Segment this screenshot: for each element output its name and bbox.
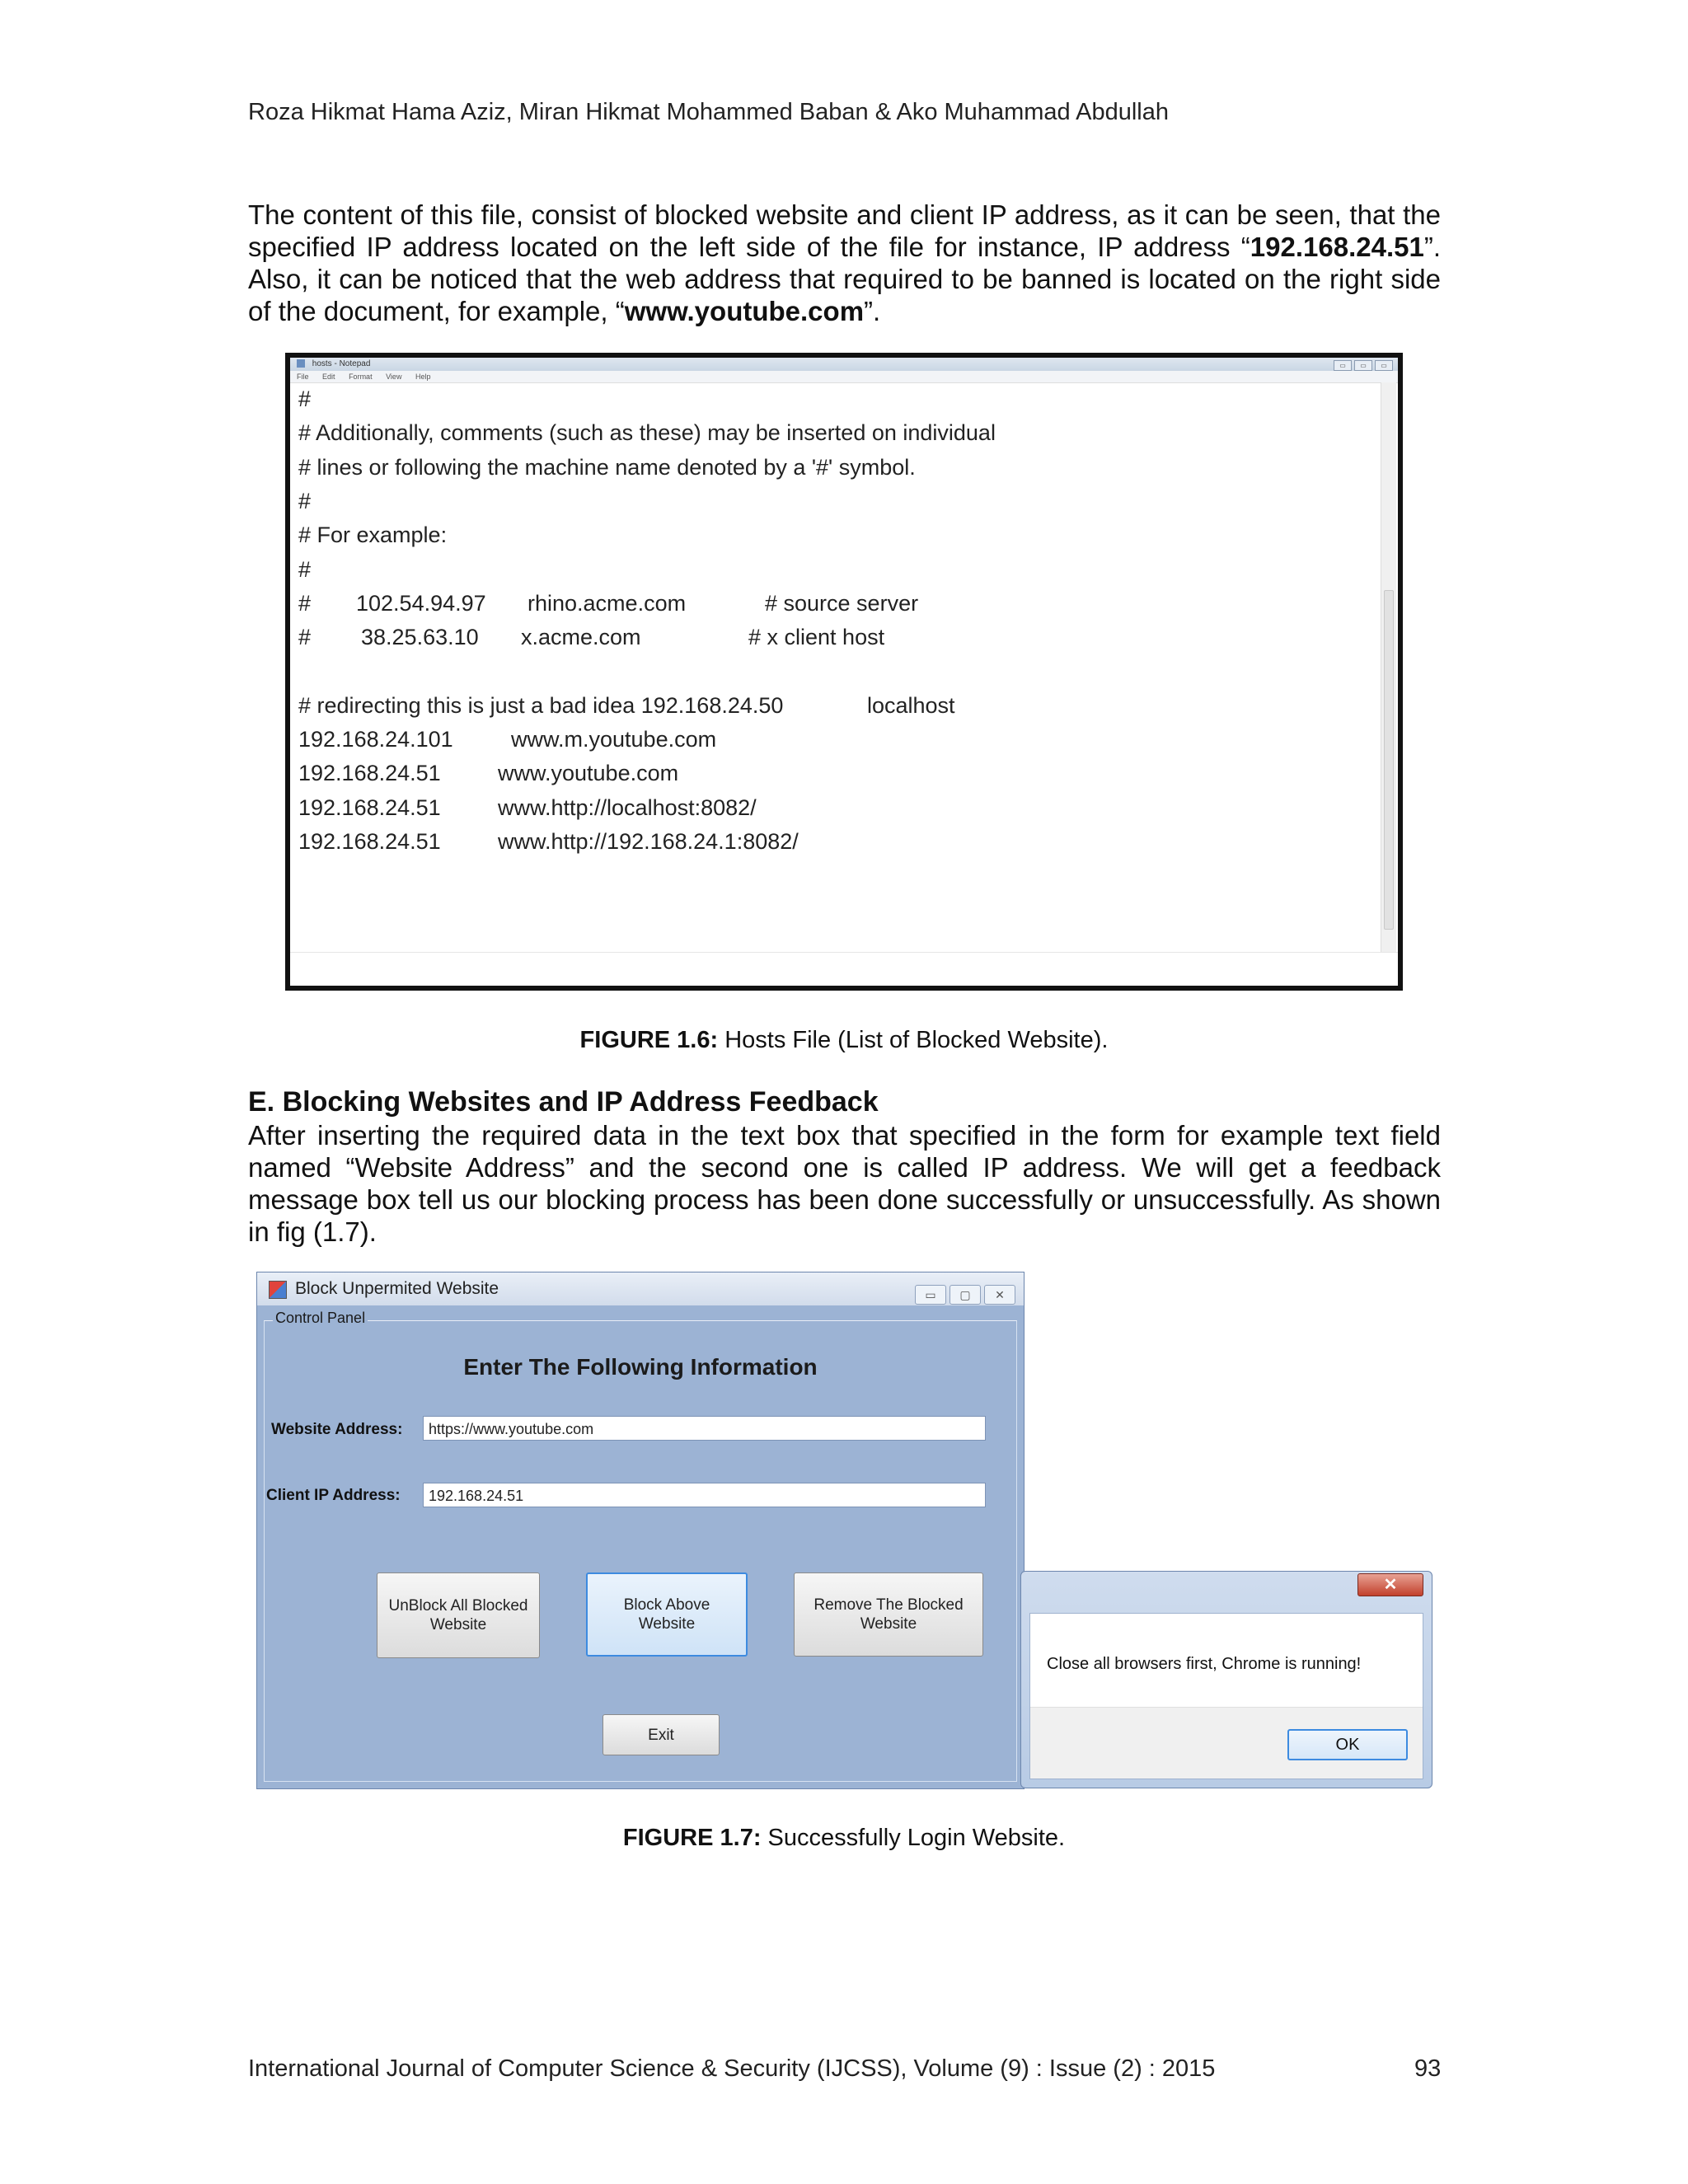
figure-1-7-text: Successfully Login Website.: [761, 1825, 1066, 1851]
hosts-line-column: # source server: [765, 590, 919, 616]
notepad-icon: [297, 359, 305, 368]
msgbox-message: Close all browsers first, Chrome is running!: [1047, 1655, 1362, 1673]
minimize-button[interactable]: ▭: [1334, 360, 1352, 371]
unblock-all-line2: Website: [429, 1616, 487, 1633]
figure-1-7-label: FIGURE 1.7:: [622, 1825, 762, 1851]
notepad-text-area[interactable]: [298, 382, 1378, 953]
block-line2: Website: [638, 1615, 696, 1633]
menu-edit[interactable]: Edit: [322, 373, 335, 381]
hosts-line: [298, 518, 1378, 552]
hosts-line-column: # Additionally, comments (such as these) may be inserted on individual: [298, 420, 996, 446]
minimize-button[interactable]: ▭: [915, 1285, 946, 1305]
hosts-line-column: #: [298, 556, 312, 582]
menu-help[interactable]: Help: [415, 373, 431, 381]
hosts-line-column: localhost: [867, 692, 955, 718]
hosts-line: [298, 723, 1378, 757]
hosts-line-column: 192.168.24.51: [298, 828, 441, 854]
figure-1-7-caption: [0, 1825, 1688, 1852]
notepad-status-area: [290, 952, 1398, 986]
hosts-line: [298, 654, 1378, 688]
section-e-paragraph: After inserting the required data in the text box that specified in the form for example text field named “Website Address” and the second one is called IP address. We will get a feedback message box tell us our blocking process has been done successfully or unsuccessfully. As shown in fig (1.7).: [248, 1120, 1441, 1247]
message-box: [1020, 1571, 1432, 1788]
figure-1-6-caption: [0, 1027, 1688, 1054]
hosts-line-column: www.http://localhost:8082/: [498, 794, 757, 820]
hosts-line: [298, 825, 1378, 859]
page-number: 93: [1414, 2055, 1442, 2082]
notepad-screenshot: [285, 353, 1403, 991]
close-button[interactable]: ▭: [1375, 360, 1393, 371]
website-address-input[interactable]: https://www.youtube.com: [423, 1416, 986, 1441]
intro-ip-bold: 192.168.24.51: [1250, 232, 1424, 262]
hosts-line-column: # lines or following the machine name denoted by a '#' symbol.: [298, 454, 916, 480]
remove-line2: Website: [860, 1615, 917, 1633]
hosts-line-column: x.acme.com: [521, 625, 641, 650]
control-panel-group: [264, 1310, 1017, 1782]
block-website-window: [256, 1272, 1025, 1789]
notepad-title: hosts - Notepad: [312, 359, 371, 368]
hosts-line: [298, 757, 1378, 790]
client-ip-input[interactable]: 192.168.24.51: [423, 1483, 986, 1507]
footer-journal: International Journal of Computer Science & Security (IJCSS), Volume (9) : Issue (2) : 2015: [248, 2055, 1216, 2082]
intro-text-2: ”. Also, it can be noticed that the web address that required to be banned is located on the right side of the document, for example, “: [248, 232, 1441, 326]
msgbox-close-button[interactable]: ✕: [1357, 1573, 1423, 1596]
hosts-line: [298, 552, 1378, 586]
intro-text-1: The content of this file, consist of blocked website and client IP address, as it can be seen, that the specified IP address located on the left side of the file for instance, IP address “: [248, 199, 1441, 262]
hosts-line: [298, 382, 1378, 416]
menu-format[interactable]: Format: [349, 373, 373, 381]
app-window-buttons: [912, 1277, 1015, 1310]
intro-url-bold: www.youtube.com: [624, 296, 865, 326]
hosts-line-column: www.m.youtube.com: [511, 727, 717, 752]
remove-line1: Remove The Blocked: [814, 1596, 964, 1614]
menu-view[interactable]: View: [386, 373, 402, 381]
section-e-title: E. Blocking Websites and IP Address Feedback: [248, 1086, 879, 1118]
app-titlebar: [257, 1272, 1024, 1305]
website-address-label: Website Address:: [271, 1421, 403, 1438]
hosts-line-column: 192.168.24.51: [298, 794, 441, 820]
intro-text-3: ”.: [864, 296, 881, 326]
hosts-line-column: rhino.acme.com: [528, 590, 687, 616]
scrollbar-thumb[interactable]: [1384, 590, 1394, 930]
hosts-line-column: 38.25.63.10: [361, 625, 479, 650]
hosts-line-column: #: [298, 387, 312, 411]
msgbox-footer: [1030, 1707, 1423, 1779]
notepad-titlebar: [290, 358, 1398, 371]
hosts-line-column: 192.168.24.101: [298, 727, 453, 752]
control-panel-legend: Control Panel: [273, 1310, 368, 1327]
hosts-line-column: # x client host: [748, 625, 885, 650]
unblock-all-button[interactable]: [377, 1572, 540, 1658]
client-ip-label: Client IP Address:: [266, 1487, 401, 1504]
block-line1: Block Above: [623, 1596, 710, 1614]
unblock-all-line1: UnBlock All Blocked: [388, 1597, 528, 1615]
hosts-line-column: www.http://192.168.24.1:8082/: [498, 828, 799, 854]
hosts-line-column: # For example:: [298, 523, 448, 548]
figure-1-6-label: FIGURE 1.6:: [579, 1027, 719, 1053]
notepad-scrollbar[interactable]: [1381, 382, 1396, 953]
menu-file[interactable]: File: [297, 373, 309, 381]
app-title: Block Unpermited Website: [295, 1279, 499, 1298]
form-heading: Enter The Following Information: [463, 1354, 818, 1380]
hosts-line-column: # redirecting this is just a bad idea 192.168.24.50: [298, 692, 784, 718]
hosts-line: [298, 485, 1378, 518]
maximize-button[interactable]: ▭: [1354, 360, 1372, 371]
hosts-line-column: #: [298, 488, 312, 513]
msgbox-body: [1029, 1613, 1423, 1779]
hosts-line: [298, 791, 1378, 825]
hosts-line-column: 102.54.94.97: [356, 590, 486, 616]
maximize-button[interactable]: ▢: [950, 1285, 981, 1305]
running-header-authors: Roza Hikmat Hama Aziz, Miran Hikmat Mohammed Baban & Ako Muhammad Abdullah: [248, 99, 1169, 125]
hosts-line-column: #: [298, 590, 312, 616]
ok-button[interactable]: OK: [1287, 1729, 1408, 1760]
notepad-menubar: [290, 371, 1398, 383]
hosts-line-column: 192.168.24.51: [298, 761, 441, 786]
intro-paragraph: [248, 199, 1441, 327]
exit-button[interactable]: Exit: [603, 1714, 720, 1755]
hosts-line-column: #: [298, 625, 312, 650]
app-icon: [269, 1281, 287, 1299]
hosts-line-column: www.youtube.com: [498, 761, 679, 786]
figure-1-6-text: Hosts File (List of Blocked Website).: [718, 1027, 1109, 1053]
close-button[interactable]: ✕: [984, 1285, 1015, 1305]
remove-blocked-button[interactable]: [794, 1572, 983, 1657]
block-website-button[interactable]: [586, 1572, 748, 1657]
